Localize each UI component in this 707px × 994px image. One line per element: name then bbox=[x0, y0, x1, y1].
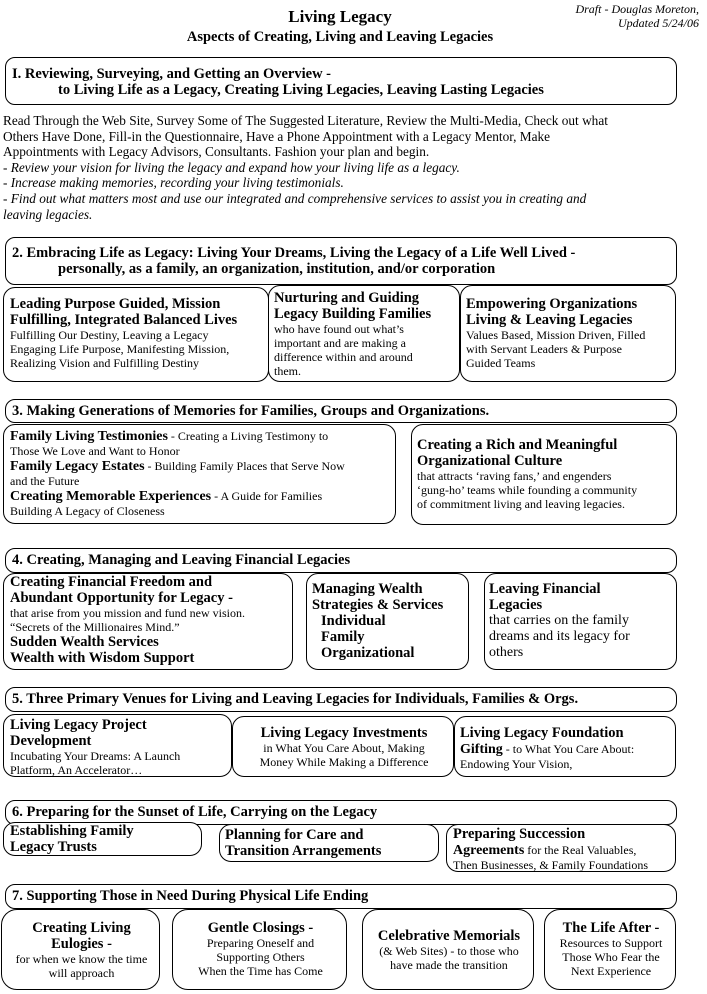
s2-box1-title1: Leading Purpose Guided, Mission bbox=[10, 296, 221, 312]
s6-box1-title1: Establishing Family bbox=[10, 823, 134, 839]
s7-box-after bbox=[544, 909, 676, 990]
s2-box1-text3: Realizing Vision and Fulfilling Destiny bbox=[10, 356, 200, 370]
s6-box3-title2: Agreements bbox=[453, 843, 525, 858]
s6-box-succession bbox=[446, 824, 676, 872]
s3-item3-text1: - A Guide for Families bbox=[211, 489, 323, 503]
s7-box3-text1: (& Web Sites) - to those who bbox=[379, 944, 519, 958]
s2-box1-text1: Fulfilling Our Destiny, Leaving a Legacy bbox=[10, 328, 209, 342]
s4-box2-line2: Strategies & Services bbox=[312, 597, 444, 613]
s3-item3-title: Creating Memorable Experiences bbox=[10, 489, 212, 504]
s4-box2-line3: Individual bbox=[321, 613, 386, 629]
s2-box-purpose bbox=[3, 287, 269, 382]
s7-box1-text2: will approach bbox=[48, 966, 115, 980]
s3-item3-text2: Building A Legacy of Closeness bbox=[10, 504, 165, 518]
s4-box3-text2: dreams and its legacy for bbox=[489, 629, 630, 644]
s1-body-line1: Read Through the Web Site, Survey Some of The Suggested Literature, Review the Multi-Media, Check out what bbox=[3, 113, 608, 128]
s2-box-families bbox=[268, 285, 460, 382]
s1-bullet2: - Increase making memories, recording your living testimonials. bbox=[3, 175, 344, 191]
s3-item2-title: Family Legacy Estates bbox=[10, 459, 145, 474]
s7-box-memorials bbox=[362, 909, 534, 990]
s4-box1-text2: “Secrets of the Millionaires Mind.” bbox=[10, 620, 180, 634]
section-6-heading: 6. Preparing for the Sunset of Life, Carrying on the Legacy bbox=[12, 804, 378, 820]
s5-box1-title2: Development bbox=[10, 733, 92, 749]
s3-box-family bbox=[3, 424, 396, 524]
s7-box2-title: Gentle Closings - bbox=[207, 920, 314, 936]
s2-box3-text1: Values Based, Mission Driven, Filled bbox=[466, 328, 646, 342]
s6-box1-title2: Legacy Trusts bbox=[10, 839, 97, 855]
s1-bullet3-line2: leaving legacies. bbox=[3, 206, 93, 222]
s2-box2-text2: important and are making a bbox=[274, 336, 406, 350]
s3-item1-text1: - Creating a Living Testimony to bbox=[167, 429, 329, 443]
draft-line-2: Updated 5/24/06 bbox=[618, 16, 699, 30]
s4-box3-text1: that carries on the family bbox=[489, 613, 629, 628]
section-1-body bbox=[3, 113, 703, 222]
s5-box-foundation bbox=[454, 716, 676, 777]
draft-note bbox=[575, 2, 699, 30]
s5-box1-title1: Living Legacy Project bbox=[10, 717, 147, 733]
s4-box1-title2: Abundant Opportunity for Legacy bbox=[10, 590, 225, 606]
s6-box-trusts bbox=[3, 822, 202, 856]
section-4-heading: 4. Creating, Managing and Leaving Financial Legacies bbox=[12, 552, 351, 568]
page-title: Living Legacy bbox=[288, 7, 392, 26]
section-1-heading-line2: to Living Life as a Legacy, Creating Living Legacies, Leaving Lasting Legacies bbox=[58, 82, 544, 98]
s2-box3-text2: with Servant Leaders & Purpose bbox=[466, 342, 622, 356]
section-7-header bbox=[5, 884, 677, 909]
s5-box-investments bbox=[232, 716, 454, 777]
s7-box4-text2: Those Who Fear the bbox=[562, 950, 660, 964]
s2-box1-text2: Engaging Life Purpose, Manifesting Mission, bbox=[10, 342, 230, 356]
s7-box2-text3: When the Time has Come bbox=[198, 964, 323, 978]
s3-r-title2: Organizational Culture bbox=[417, 453, 563, 469]
section-2-heading-line1: 2. Embracing Life as Legacy: Living Your Dreams, Living the Legacy of a Life Well Lived - bbox=[12, 245, 576, 261]
s2-box2-text3: difference within and around bbox=[274, 350, 413, 364]
s5-box-project bbox=[3, 714, 232, 777]
section-5-heading: 5. Three Primary Venues for Living and Leaving Legacies for Individuals, Families & Orgs. bbox=[12, 691, 579, 707]
s5-box1-text2: Platform, An Accelerator… bbox=[10, 763, 143, 777]
s4-box1-title1: Creating Financial Freedom and bbox=[10, 574, 213, 590]
s3-r-title1: Creating a Rich and Meaningful bbox=[417, 437, 618, 453]
s6-box-care bbox=[219, 824, 439, 862]
s4-box1-dash: - bbox=[224, 590, 233, 606]
s4-box-managing bbox=[306, 573, 469, 670]
s3-item1-text2: Those We Love and Want to Honor bbox=[10, 444, 180, 458]
s4-box2-line4: Family bbox=[321, 629, 365, 645]
s2-box1-title2: Fulfilling, Integrated Balanced Lives bbox=[10, 312, 238, 328]
section-3-header bbox=[5, 399, 677, 423]
section-5-header bbox=[5, 687, 677, 712]
s7-box2-text2: Supporting Others bbox=[216, 950, 305, 964]
s4-box-freedom bbox=[3, 573, 293, 670]
s3-box-culture bbox=[411, 424, 677, 525]
s2-box2-title1: Nurturing and Guiding bbox=[274, 290, 420, 306]
s5-box3-title1: Living Legacy Foundation bbox=[460, 725, 624, 741]
s4-box3-title1: Leaving Financial bbox=[489, 581, 601, 597]
s2-box2-title2: Legacy Building Families bbox=[274, 306, 432, 322]
s4-box3-title2: Legacies bbox=[489, 597, 543, 613]
s7-box-closings bbox=[172, 909, 347, 990]
s3-r-text3: of commitment living and leaving legacies. bbox=[417, 497, 625, 511]
s6-box3-title1: Preparing Succession bbox=[453, 826, 586, 842]
section-4-header bbox=[5, 548, 677, 573]
s5-box2-text2: Money While Making a Difference bbox=[259, 755, 429, 769]
section-7-heading: 7. Supporting Those in Need During Physical Life Ending bbox=[12, 888, 369, 904]
s7-box1-title2: Eulogies - bbox=[51, 936, 112, 952]
section-2-header bbox=[5, 237, 677, 285]
s7-box1-text1: for when we know the time bbox=[15, 952, 148, 966]
s3-item2-text2: and the Future bbox=[10, 474, 80, 488]
s7-box3-title: Celebrative Memorials bbox=[377, 928, 521, 944]
s1-body-line2: Others Have Done, Fill-in the Questionnaire, Have a Phone Appointment with a Legacy Mentor, Make bbox=[3, 128, 551, 144]
page-subtitle: Aspects of Creating, Living and Leaving Legacies bbox=[186, 29, 494, 45]
s7-box3-text2: have made the transition bbox=[390, 958, 508, 972]
section-1-header bbox=[5, 57, 677, 105]
s2-box3-title2: Living & Leaving Legacies bbox=[466, 312, 633, 328]
s4-box3-text3: others bbox=[489, 645, 524, 660]
s7-box4-title: The Life After - bbox=[562, 920, 660, 936]
s7-box4-text1: Resources to Support bbox=[559, 936, 663, 950]
s2-box3-title1: Empowering Organizations bbox=[466, 296, 638, 312]
s6-box3-text2: Then Businesses, & Family Foundations bbox=[453, 858, 648, 872]
draft-line-1: Draft - Douglas Moreton, bbox=[575, 2, 699, 16]
s5-box3-text2: Endowing Your Vision, bbox=[460, 757, 573, 771]
s2-box2-text1: who have found out what’s bbox=[274, 322, 404, 336]
s5-box3-title2: Gifting bbox=[460, 742, 503, 757]
section-2-heading-line2: personally, as a family, an organization, institution, and/or corporation bbox=[58, 261, 496, 277]
s4-box1-title4: Wealth with Wisdom Support bbox=[10, 650, 195, 666]
s2-box2-text4: them. bbox=[274, 364, 301, 378]
s5-box2-text1: in What You Care About, Making bbox=[263, 741, 425, 755]
s6-box3-text1: for the Real Valuables, bbox=[524, 843, 637, 857]
s7-box2-text1: Preparing Oneself and bbox=[206, 936, 315, 950]
s7-box4-text3: Next Experience bbox=[570, 964, 652, 978]
s3-item2-text1: - Building Family Places that Serve Now bbox=[144, 459, 345, 473]
section-1-heading-line1: I. Reviewing, Surveying, and Getting an Overview - bbox=[12, 66, 331, 82]
s5-box3-text1: - to What You Care About: bbox=[502, 742, 635, 756]
s4-box1-title3: Sudden Wealth Services bbox=[10, 634, 159, 650]
s7-box-eulogies bbox=[1, 909, 160, 990]
s5-box2-title: Living Legacy Investments bbox=[260, 725, 428, 741]
s4-box1-text1: that arise from you mission and fund new vision. bbox=[10, 606, 245, 620]
s4-box2-line1: Managing Wealth bbox=[312, 581, 423, 597]
s1-bullet3-line1: - Find out what matters most and use our integrated and comprehensive services to assist you in creating and bbox=[3, 190, 587, 206]
s3-r-text1: that attracts ‘raving fans,’ and engenders bbox=[417, 469, 612, 483]
s4-box-leaving bbox=[484, 573, 677, 670]
s3-item1-title: Family Living Testimonies bbox=[10, 429, 168, 444]
s3-r-text2: ‘gung-ho’ teams while founding a community bbox=[417, 483, 638, 497]
s2-box-organizations bbox=[460, 285, 676, 382]
s1-bullet1: - Review your vision for living the legacy and expand how your living life as a legacy. bbox=[3, 159, 460, 175]
s2-box3-text3: Guided Teams bbox=[466, 356, 536, 370]
s6-box2-title1: Planning for Care and bbox=[225, 827, 364, 843]
s1-body-line3: Appointments with Legacy Advisors, Consultants. Fashion your plan and begin. bbox=[3, 144, 430, 160]
s4-box2-line5: Organizational bbox=[321, 645, 415, 661]
s6-box2-title2: Transition Arrangements bbox=[225, 843, 382, 859]
s5-box1-text1: Incubating Your Dreams: A Launch bbox=[10, 749, 181, 763]
section-3-heading: 3. Making Generations of Memories for Families, Groups and Organizations. bbox=[12, 403, 490, 419]
s7-box1-title1: Creating Living bbox=[32, 920, 131, 936]
